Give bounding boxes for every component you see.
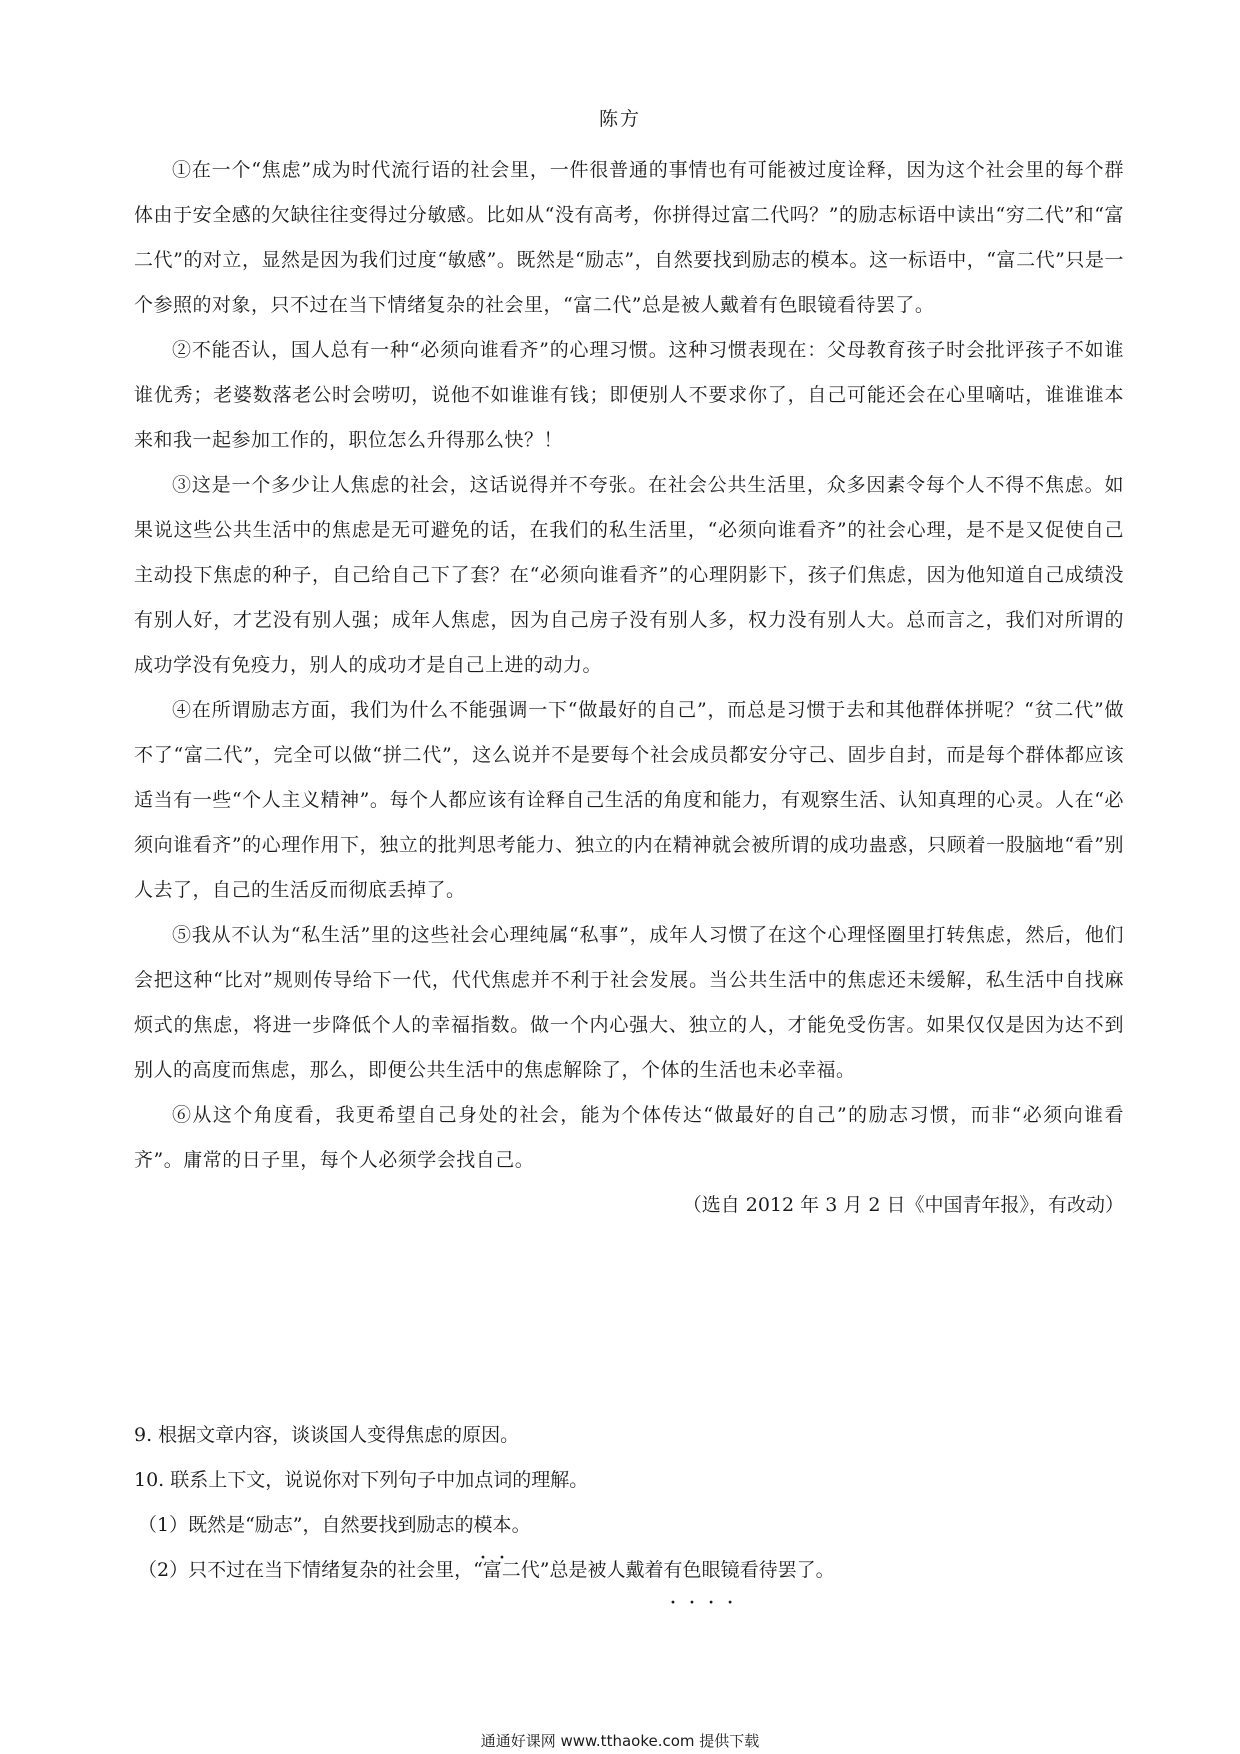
emphasis-dot-char: 镜 <box>720 1559 740 1581</box>
question-10-sub-1 <box>134 1503 1124 1548</box>
emphasis-dot-char: 色 <box>682 1559 702 1581</box>
emphasis-dot-char: 眼 <box>701 1559 721 1581</box>
questions-section <box>134 1413 1124 1593</box>
sub-2-dotted-word <box>664 1559 740 1581</box>
source-citation: （选自 2012 年 3 月 2 日《中国青年报》，有改动） <box>682 1194 1124 1216</box>
emphasis-dot-char: 有 <box>663 1559 683 1581</box>
paragraph-6: ⑥从这个角度看，我更希望自己身处的社会，能为个体传达“做最好的自己”的励志习惯，而非“必须向谁看齐”。庸常的日子里，每个人必须学会找自己。 <box>134 1104 1124 1171</box>
paragraph-2: ②不能否认，国人总有一种“必须向谁看齐”的心理习惯。这种习惯表现在：父母教育孩子时会批评孩子不如谁谁优秀；老婆数落老公时会唠叨，说他不如谁谁有钱；即便别人不要求你了，自己可能还会在心里嘀咕，谁谁谁本来和我一起参加工作的，职位怎么升得那么快？！ <box>134 339 1124 451</box>
sub-2-text-after: 看待罢了。 <box>739 1559 835 1581</box>
sub-2-text-before: （2）只不过在当下情绪复杂的社会里，“富二代”总是被人戴着 <box>138 1559 664 1581</box>
sub-1-text-before: （1）既然是“励志”，自然要找到励志的 <box>138 1514 474 1536</box>
question-9: 9. 根据文章内容，谈谈国人变得焦虑的原因。 <box>134 1424 520 1446</box>
question-10-sub-2 <box>134 1548 1124 1593</box>
emphasis-dot-char: 本 <box>492 1514 512 1536</box>
paragraph-4: ④在所谓励志方面，我们为什么不能强调一下“做最好的自己”，而总是习惯于去和其他群体拼呢？“贫二代”做不了“富二代”，完全可以做“拼二代”，这么说并不是要每个社会成员都安分守己、固步自封，而是每个群体都应该适当有一些“个人主义精神”。每个人都应该有诠释自己生活的角度和能力，有观察生活、认知真理的心灵。人在“必须向谁看齐”的心理作用下，独立的批判思考能力、独立的内在精神就会被所谓的成功蛊惑，只顾着一股脑地“看”别人去了，自己的生活反而彻底丢掉了。 <box>134 699 1124 901</box>
paragraph-3: ③这是一个多少让人焦虑的社会，这话说得并不夸张。在社会公共生活里，众多因素令每个人不得不焦虑。如果说这些公共生活中的焦虑是无可避免的话，在我们的私生活里，“必须向谁看齐”的社会心理，是不是又促使自己主动投下焦虑的种子，自己给自己下了套？在“必须向谁看齐”的心理阴影下，孩子们焦虑，因为他知道自己成绩没有别人好，才艺没有别人强；成年人焦虑，因为自己房子没有别人多，权力没有别人大。总而言之，我们对所谓的成功学没有免疫力，别人的成功才是自己上进的动力。 <box>134 474 1124 676</box>
author-name: 陈方 <box>598 108 641 130</box>
sub-1-text-after: 。 <box>511 1514 531 1536</box>
question-10: 10. 联系上下文，说说你对下列句子中加点词的理解。 <box>134 1469 589 1491</box>
paragraph-5: ⑤我从不认为“私生活”里的这些社会心理纯属“私事”，成年人习惯了在这个心理怪圈里打转焦虑，然后，他们会把这种“比对”规则传导给下一代，代代焦虑并不利于社会发展。当公共生活中的焦虑还未缓解，私生活中自找麻烦式的焦虑，将进一步降低个人的幸福指数。做一个内心强大、独立的人，才能免受伤害。如果仅仅是因为达不到别人的高度而焦虑，那么，即便公共生活中的焦虑解除了，个体的生活也未必幸福。 <box>134 924 1124 1081</box>
footer-download-note: 通通好课网 www.tthaoke.com 提供下载 <box>480 1732 760 1750</box>
sub-1-dotted-word <box>474 1514 512 1536</box>
emphasis-dot-char: 模 <box>473 1514 493 1536</box>
paragraph-1: ①在一个“焦虑”成为时代流行语的社会里，一件很普通的事情也有可能被过度诠释，因为这个社会里的每个群体由于安全感的欠缺往往变得过分敏感。比如从“没有高考，你拼得过富二代吗？”的励志标语中读出“穷二代”和“富二代”的对立，显然是因为我们过度“敏感”。既然是“励志”，自然要找到励志的模本。这一标语中，“富二代”只是一个参照的对象，只不过在当下情绪复杂的社会里，“富二代”总是被人戴着有色眼镜看待罢了。 <box>134 159 1124 316</box>
article-body <box>134 148 1124 1228</box>
